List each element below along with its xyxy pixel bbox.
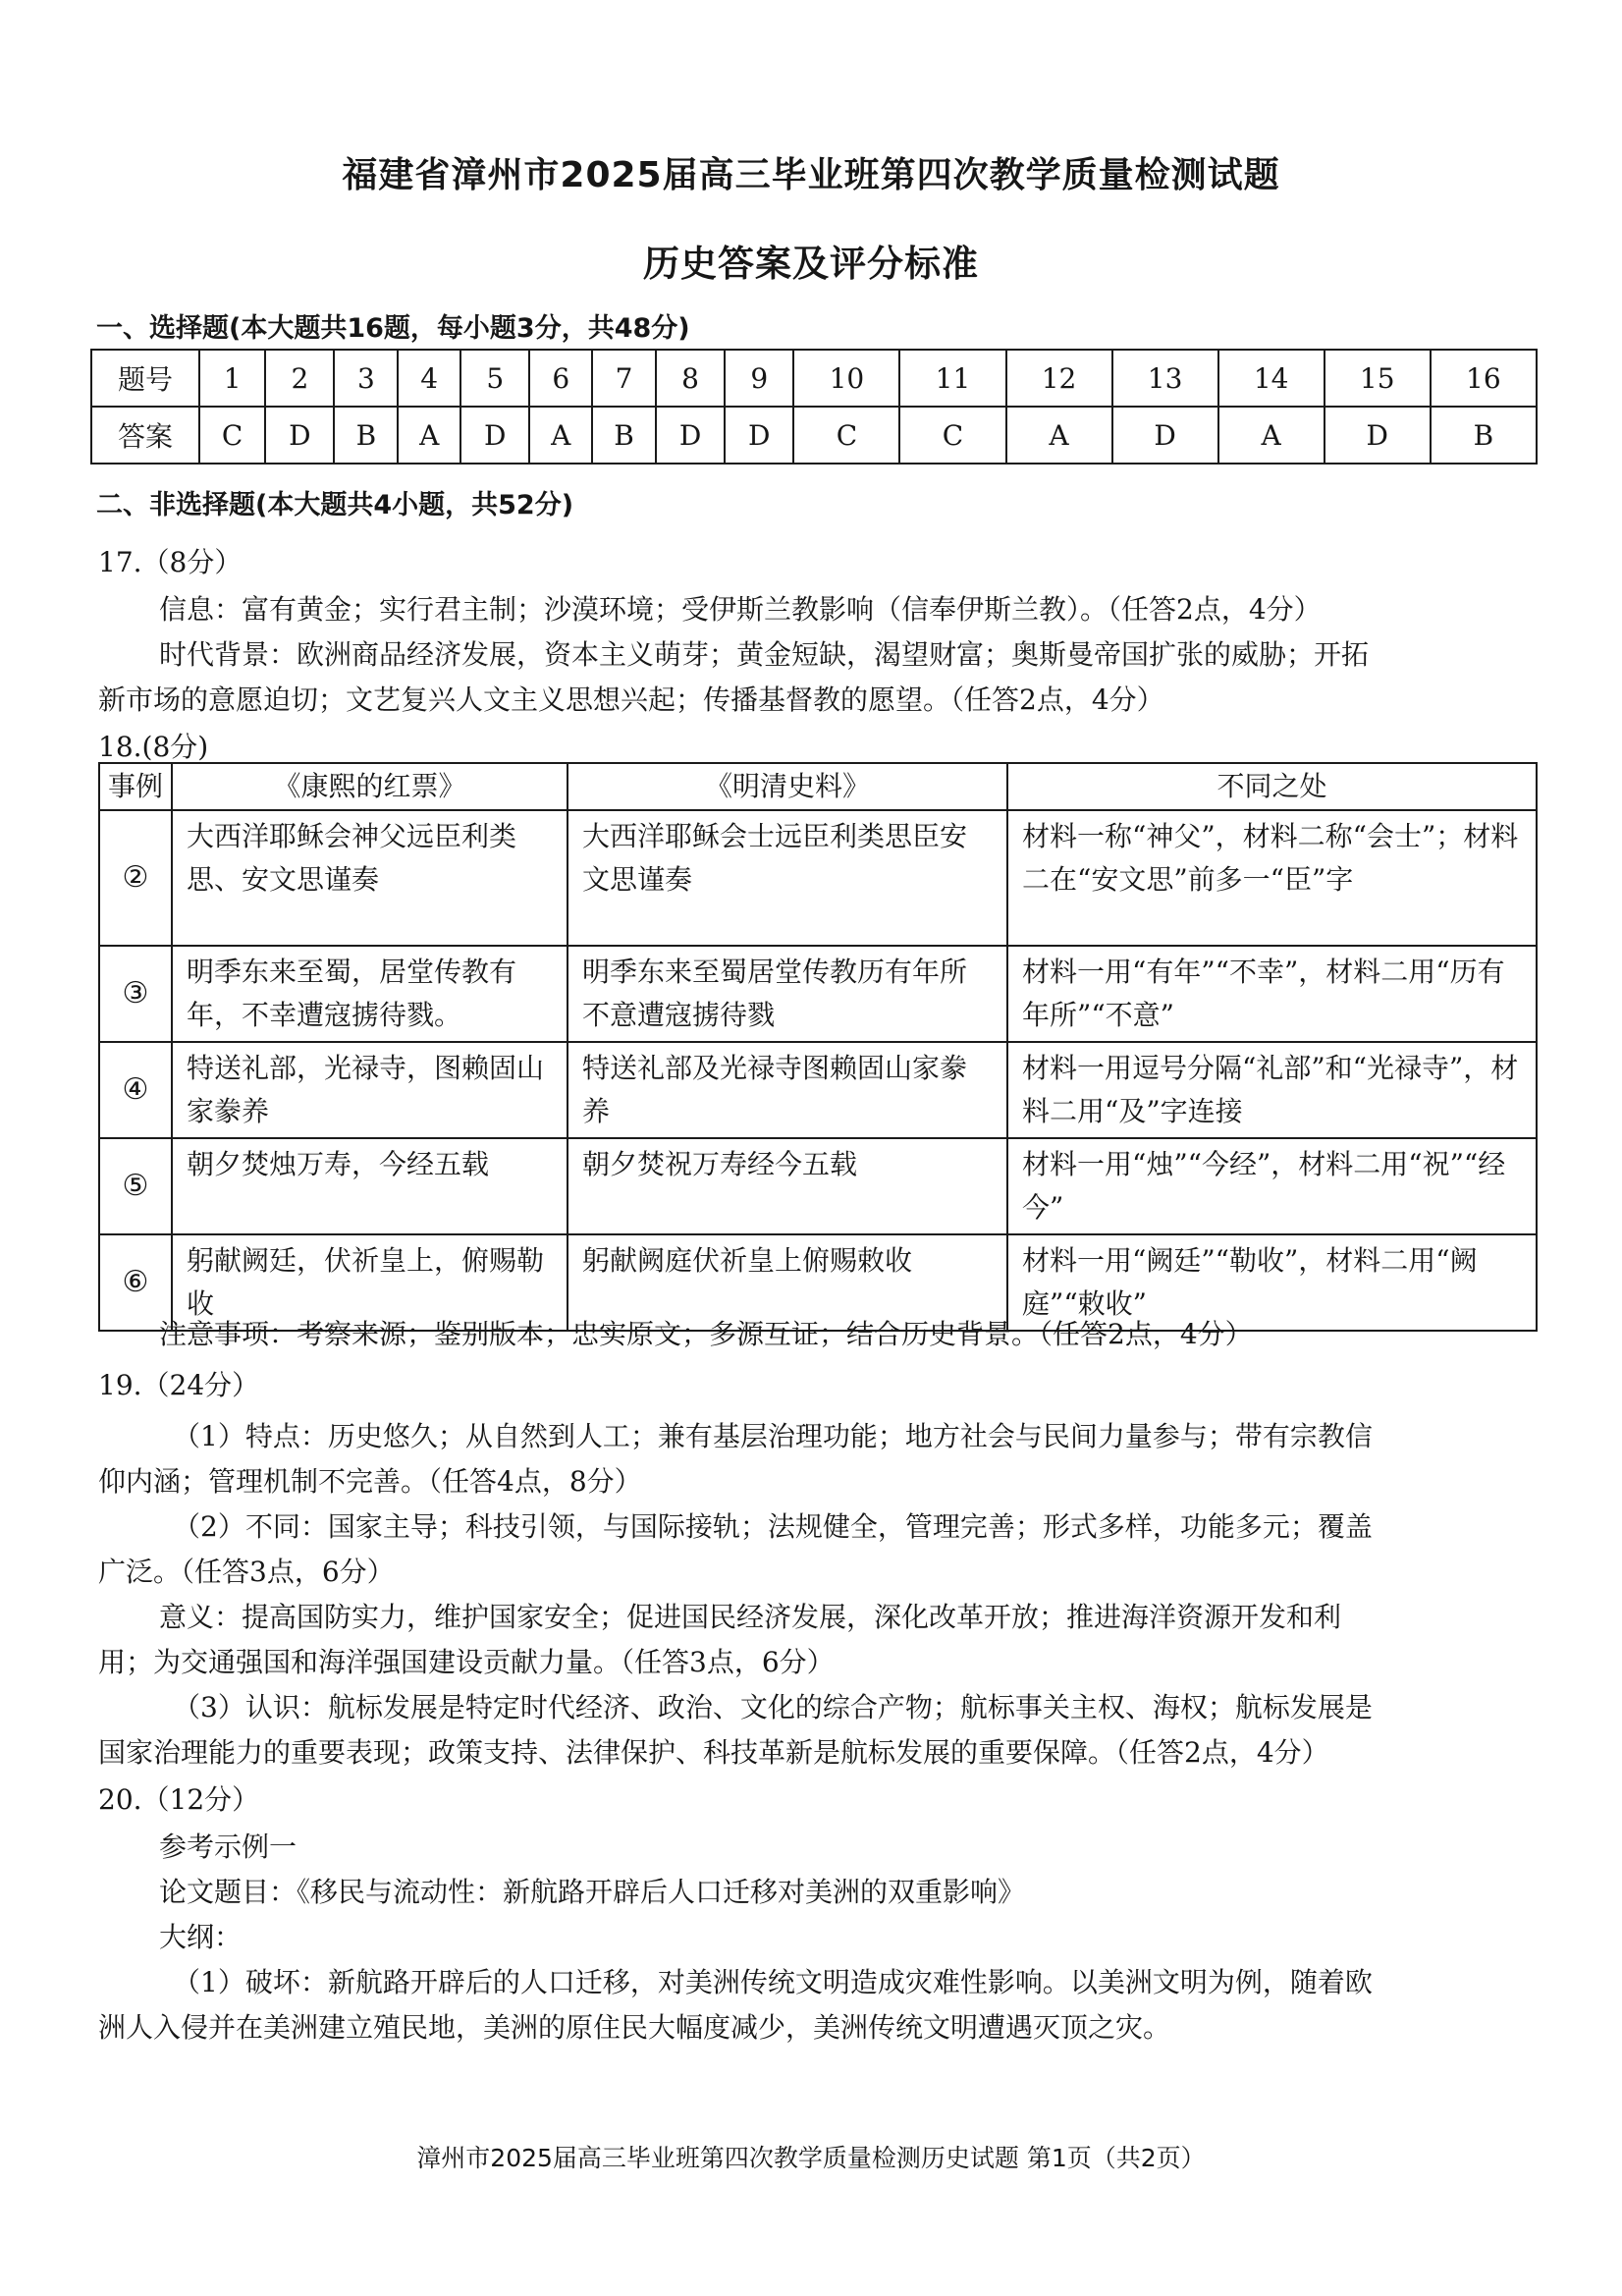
mingqing-text: 特送礼部及光禄寺图赖固山家豢养 <box>568 1042 1007 1138</box>
kangxi-text: 特送礼部，光禄寺，图赖固山家豢养 <box>172 1042 568 1138</box>
question-number: 15 <box>1325 350 1431 407</box>
difference-text: 材料一用逗号分隔“礼部”和“光禄寺”，材料二用“及”字连接 <box>1007 1042 1537 1138</box>
difference-text: 材料一称“神父”，材料二称“会士”；材料二在“安文思”前多一“臣”字 <box>1007 810 1537 946</box>
answer-cell: C <box>793 407 899 464</box>
answer-cell: B <box>1431 407 1537 464</box>
answer-cell: A <box>1218 407 1325 464</box>
question-number: 2 <box>265 350 334 407</box>
table-row <box>99 1042 1537 1138</box>
page-subtitle: 历史答案及评分标准 <box>643 243 979 285</box>
column-header: 《康熙的红票》 <box>172 763 568 810</box>
column-header: 《明清史料》 <box>568 763 1007 810</box>
q18-note: 注意事项：考察来源；鉴别版本；忠实原文；多源互证；结合历史背景。（任答2点，4分） <box>159 1318 1253 1350</box>
question-number-row <box>91 350 1537 407</box>
answer-cell: A <box>1006 407 1112 464</box>
q17-line: 新市场的意愿迫切；文艺复兴人文主义思想兴起；传播基督教的愿望。（任答2点，4分） <box>98 683 1164 716</box>
example-id: ④ <box>99 1042 172 1138</box>
mingqing-text: 明季东来至蜀居堂传教历有年所不意遭寇掳待戮 <box>568 946 1007 1042</box>
difference-text: 材料一用“烛”“今经”，材料二用“祝”“经今” <box>1007 1138 1537 1234</box>
answer-cell: D <box>265 407 334 464</box>
multiple-choice-answer-table <box>90 349 1538 465</box>
q19-line: （3）认识：航标发展是特定时代经济、政治、文化的综合产物；航标事关主权、海权；航标发展是 <box>173 1691 1373 1723</box>
answer-cell: D <box>1112 407 1218 464</box>
question-number: 9 <box>725 350 793 407</box>
question-number: 8 <box>656 350 725 407</box>
answer-cell: D <box>725 407 793 464</box>
question-number: 13 <box>1112 350 1218 407</box>
q17-line: 信息：富有黄金；实行君主制；沙漠环境；受伊斯兰教影响（信奉伊斯兰教）。（任答2点，4分） <box>159 593 1322 626</box>
row-label-number: 题号 <box>91 350 199 407</box>
q20-line: 大纲： <box>159 1921 243 1953</box>
answer-cell: A <box>529 407 592 464</box>
example-id: ⑥ <box>99 1234 172 1331</box>
q19-line: （1）特点：历史悠久；从自然到人工；兼有基层治理功能；地方社会与民间力量参与；带有宗教信 <box>173 1420 1373 1452</box>
answer-cell: A <box>398 407 460 464</box>
q20-line: （1）破坏：新航路开辟后的人口迁移，对美洲传统文明造成灾难性影响。以美洲文明为例，随着欧 <box>173 1966 1373 1998</box>
q19-label: 19.（24分） <box>98 1369 260 1401</box>
table-header-row <box>99 763 1537 810</box>
column-header: 事例 <box>99 763 172 810</box>
answer-cell: D <box>656 407 725 464</box>
question-number: 6 <box>529 350 592 407</box>
kangxi-text: 躬献阙廷，伏祈皇上，俯赐勒收 <box>172 1234 568 1331</box>
q19-line: 仰内涵；管理机制不完善。（任答4点，8分） <box>98 1465 642 1498</box>
table-row <box>99 946 1537 1042</box>
q20-line: 洲人入侵并在美洲建立殖民地，美洲的原住民大幅度减少，美洲传统文明遭遇灭顶之灾。 <box>98 2011 1171 2044</box>
question-number: 10 <box>793 350 899 407</box>
q19-line: 用；为交通强国和海洋强国建设贡献力量。（任答3点，6分） <box>98 1646 835 1678</box>
question-number: 3 <box>334 350 398 407</box>
q18-comparison-table <box>98 762 1538 1332</box>
kangxi-text: 明季东来至蜀，居堂传教有年，不幸遭寇掳待戮。 <box>172 946 568 1042</box>
mingqing-text: 大西洋耶稣会士远臣利类思臣安文思谨奏 <box>568 810 1007 946</box>
q17-label: 17.（8分） <box>98 546 243 578</box>
example-id: ② <box>99 810 172 946</box>
example-id: ③ <box>99 946 172 1042</box>
question-number: 1 <box>199 350 265 407</box>
question-number: 5 <box>460 350 529 407</box>
q19-line: （2）不同：国家主导；科技引领，与国际接轨；法规健全，管理完善；形式多样，功能多元；覆盖 <box>173 1510 1373 1543</box>
answer-cell: C <box>199 407 265 464</box>
q20-label: 20.（12分） <box>98 1783 260 1816</box>
example-id: ⑤ <box>99 1138 172 1234</box>
row-label-answer: 答案 <box>91 407 199 464</box>
question-number: 16 <box>1431 350 1537 407</box>
page-title: 福建省漳州市2025届高三毕业班第四次教学质量检测试题 <box>342 155 1280 195</box>
q19-line: 意义：提高国防实力，维护国家安全；促进国民经济发展，深化改革开放；推进海洋资源开发和利 <box>159 1601 1342 1633</box>
answer-cell: C <box>899 407 1005 464</box>
answer-cell: D <box>460 407 529 464</box>
table-row <box>99 810 1537 946</box>
q20-line: 论文题目：《移民与流动性：新航路开辟后人口迁移对美洲的双重影响》 <box>159 1876 1026 1908</box>
q18-label: 18.(8分) <box>98 731 209 763</box>
answer-row <box>91 407 1537 464</box>
column-header: 不同之处 <box>1007 763 1537 810</box>
mingqing-text: 躬献阙庭伏祈皇上俯赐敕收 <box>568 1234 1007 1331</box>
answer-cell: B <box>592 407 656 464</box>
kangxi-text: 朝夕焚烛万寿，今经五载 <box>172 1138 568 1234</box>
page-footer: 漳州市2025届高三毕业班第四次教学质量检测历史试题 第1页（共2页） <box>416 2144 1206 2172</box>
answer-cell: D <box>1325 407 1431 464</box>
q19-line: 广泛。（任答3点，6分） <box>98 1556 395 1588</box>
difference-text: 材料一用“有年”“不幸”，材料二用“历有年所”“不意” <box>1007 946 1537 1042</box>
kangxi-text: 大西洋耶稣会神父远臣利类思、安文思谨奏 <box>172 810 568 946</box>
q17-line: 时代背景：欧洲商品经济发展，资本主义萌芽；黄金短缺，渴望财富；奥斯曼帝国扩张的威胁；开拓 <box>159 638 1370 671</box>
question-number: 14 <box>1218 350 1325 407</box>
question-number: 11 <box>899 350 1005 407</box>
question-number: 7 <box>592 350 656 407</box>
question-number: 4 <box>398 350 460 407</box>
section2-heading: 二、非选择题(本大题共4小题，共52分) <box>96 490 574 520</box>
difference-text: 材料一用“阙廷”“勒收”，材料二用“阙庭”“敕收” <box>1007 1234 1537 1331</box>
section1-heading: 一、选择题(本大题共16题，每小题3分，共48分) <box>96 313 690 344</box>
q19-line: 国家治理能力的重要表现；政策支持、法律保护、科技革新是航标发展的重要保障。（任答2点，4分） <box>98 1736 1329 1769</box>
question-number: 12 <box>1006 350 1112 407</box>
answer-cell: B <box>334 407 398 464</box>
mingqing-text: 朝夕焚祝万寿经今五载 <box>568 1138 1007 1234</box>
q20-line: 参考示例一 <box>159 1831 297 1863</box>
table-row <box>99 1138 1537 1234</box>
